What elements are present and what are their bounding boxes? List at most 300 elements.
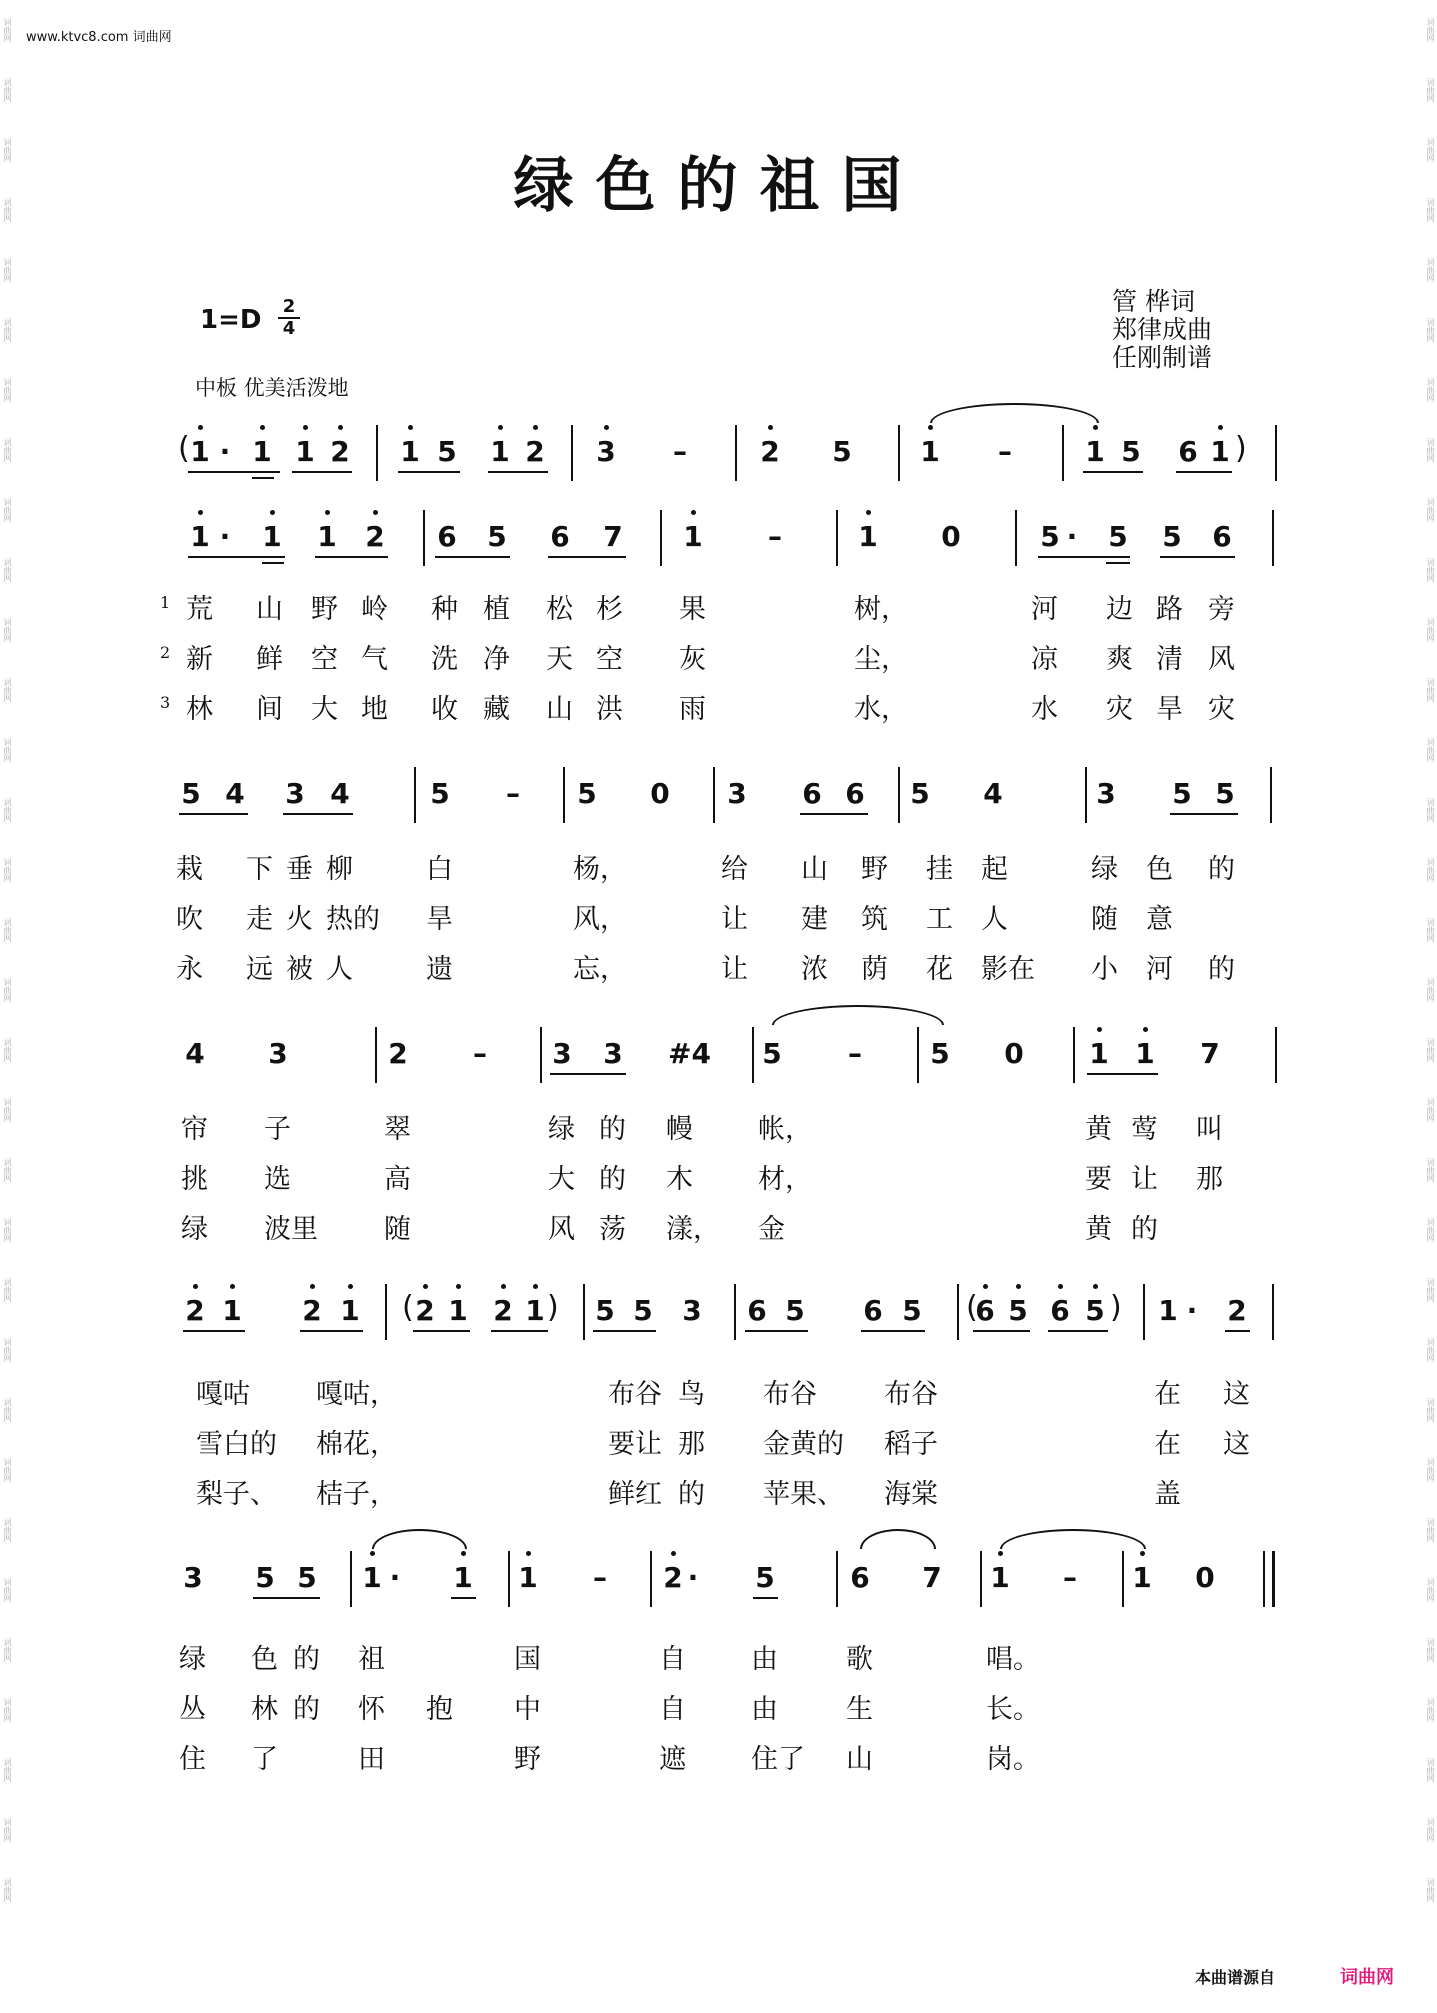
note: 1	[317, 520, 337, 553]
octave-dot	[498, 425, 503, 430]
beam-line	[491, 1330, 548, 1332]
octave-dot	[866, 510, 871, 515]
lyric-syllable: 灾	[1106, 694, 1133, 725]
bar-line	[1085, 767, 1087, 823]
bar-line	[540, 1027, 542, 1083]
lyric-syllable: 中	[514, 1694, 541, 1725]
note: 5	[297, 1561, 317, 1594]
lyric-syllable: 怀	[358, 1694, 385, 1725]
note: 1	[295, 435, 315, 468]
repeat-paren: )	[1110, 1290, 1122, 1325]
octave-dot	[230, 1284, 235, 1289]
lyric-syllable: 挂	[926, 854, 953, 885]
bar-line	[713, 767, 715, 823]
lyric-syllable: 绿	[179, 1644, 206, 1675]
lyric-syllable: 杨，	[573, 854, 627, 885]
beam-line	[593, 1330, 656, 1332]
octave-dot	[1093, 425, 1098, 430]
lyric-syllable: 风，	[573, 904, 627, 935]
beam-line	[179, 813, 248, 815]
note: 5	[1215, 777, 1235, 810]
note: 4	[225, 777, 245, 810]
octave-dot	[1093, 1284, 1098, 1289]
lyric-syllable: 绿	[548, 1114, 575, 1145]
lyric-syllable: 国	[514, 1644, 541, 1675]
lyric-syllable: 桔子，	[316, 1479, 397, 1510]
slur	[1000, 1529, 1146, 1549]
note: 2	[388, 1037, 408, 1070]
octave-dot	[928, 425, 933, 430]
lyric-syllable: 凉	[1031, 644, 1058, 675]
note: ·	[687, 1561, 699, 1594]
note: 2	[1227, 1294, 1247, 1327]
key-signature: 1=D	[200, 305, 262, 335]
lyric-syllable: 那	[678, 1429, 705, 1460]
lyric-syllable: 金	[758, 1214, 785, 1245]
lyric-syllable: 挑	[181, 1164, 208, 1195]
lyric-syllable: 的	[599, 1164, 626, 1195]
bar-line	[752, 1027, 754, 1083]
beam-line	[398, 471, 460, 473]
bar-line	[650, 1551, 652, 1607]
lyric-syllable: 爽	[1106, 644, 1133, 675]
lyric-syllable: 山	[256, 594, 283, 625]
lyric-syllable: 被	[286, 954, 313, 985]
lyric-syllable: 嘎咕，	[316, 1379, 397, 1410]
lyric-syllable: 布谷	[763, 1379, 817, 1410]
lyric-syllable: 住	[179, 1744, 206, 1775]
note: 2	[663, 1561, 683, 1594]
lyric-syllable: 鲜	[256, 644, 283, 675]
slur	[860, 1529, 936, 1549]
lyric-syllable: 木	[666, 1164, 693, 1195]
lyric-syllable: 野	[311, 594, 338, 625]
note: 6	[747, 1294, 767, 1327]
lyric-syllable: 忘，	[573, 954, 627, 985]
note: 3	[285, 777, 305, 810]
lyric-syllable: 高	[384, 1164, 411, 1195]
bar-line	[1272, 1284, 1274, 1340]
lyric-syllable: 种	[431, 594, 458, 625]
note: 1	[490, 435, 510, 468]
site-url: www.ktvc8.com 词曲网	[26, 30, 172, 45]
lyric-syllable: 空	[311, 644, 338, 675]
note: 3	[1096, 777, 1116, 810]
note: 6	[845, 777, 865, 810]
octave-dot	[456, 1284, 461, 1289]
lyricist-credit: 管 桦词	[1112, 287, 1195, 316]
lyric-syllable: 白	[426, 854, 453, 885]
lyric-syllable: 选	[264, 1164, 291, 1195]
beam-line	[262, 562, 284, 564]
beam-line	[800, 813, 868, 815]
lyric-syllable: 翠	[384, 1114, 411, 1145]
octave-dot	[198, 425, 203, 430]
lyric-syllable: 帐，	[758, 1114, 812, 1145]
bar-line	[1073, 1027, 1075, 1083]
beam-line	[451, 1597, 476, 1599]
note: 5	[633, 1294, 653, 1327]
note: 5	[1172, 777, 1192, 810]
note: 1	[1158, 1294, 1178, 1327]
note: ·	[1066, 520, 1078, 553]
lyric-syllable: 间	[256, 694, 283, 725]
note: #4	[668, 1037, 711, 1070]
lyric-syllable: 的	[293, 1644, 320, 1675]
note: 1	[1089, 1037, 1109, 1070]
lyric-syllable: 由	[751, 1644, 778, 1675]
bar-line	[1122, 1551, 1124, 1607]
note: 6	[550, 520, 570, 553]
lyric-syllable: 长。	[986, 1694, 1040, 1725]
note: 5	[430, 777, 450, 810]
beam-line	[550, 1073, 626, 1075]
lyric-syllable: 气	[361, 644, 388, 675]
octave-dot	[303, 425, 308, 430]
octave-dot	[691, 510, 696, 515]
note: 1	[190, 435, 210, 468]
slur	[930, 403, 1099, 423]
note: 5	[1040, 520, 1060, 553]
lyric-syllable: 边	[1106, 594, 1133, 625]
lyric-syllable: 嘎咕	[196, 1379, 250, 1410]
note: 5	[832, 435, 852, 468]
note: 1	[222, 1294, 242, 1327]
lyric-syllable: 柳	[326, 854, 353, 885]
beam-line	[300, 1330, 363, 1332]
octave-dot	[604, 425, 609, 430]
bar-line	[1275, 425, 1277, 481]
beam-line	[315, 556, 388, 558]
bar-line	[1272, 510, 1274, 566]
note: 5	[1108, 520, 1128, 553]
slur	[772, 1005, 944, 1025]
octave-dot	[533, 1284, 538, 1289]
source-label: 本曲谱源自	[1195, 1968, 1276, 1987]
note: 5	[255, 1561, 275, 1594]
note: 2	[365, 520, 385, 553]
lyric-syllable: 山	[546, 694, 573, 725]
bar-line	[375, 1027, 377, 1083]
note: –	[1063, 1561, 1077, 1594]
beam-line	[292, 471, 352, 473]
note: 5	[181, 777, 201, 810]
lyric-syllable: 远	[246, 954, 273, 985]
lyric-syllable: 灾	[1208, 694, 1235, 725]
beam-line	[1083, 471, 1143, 473]
lyric-syllable: 筑	[861, 904, 888, 935]
note: 4	[185, 1037, 205, 1070]
octave-dot	[270, 510, 275, 515]
lyric-syllable: 灰	[679, 644, 706, 675]
note: –	[768, 520, 782, 553]
octave-dot	[310, 1284, 315, 1289]
note: ·	[389, 1561, 401, 1594]
octave-dot	[768, 425, 773, 430]
lyric-syllable: 洪	[596, 694, 623, 725]
bar-line	[660, 510, 662, 566]
beam-line	[973, 1330, 1030, 1332]
lyric-syllable: 让	[1131, 1164, 1158, 1195]
beam-line	[413, 1330, 470, 1332]
bar-line	[836, 510, 838, 566]
bar-line	[917, 1027, 919, 1083]
octave-dot	[998, 1551, 1003, 1556]
lyric-syllable: 莺	[1131, 1114, 1158, 1145]
note: 5	[1008, 1294, 1028, 1327]
beam-line	[1106, 556, 1130, 558]
note: 5	[577, 777, 597, 810]
site-logo: 词曲网	[1340, 1967, 1394, 1988]
octave-dot	[983, 1284, 988, 1289]
beam-line	[252, 471, 274, 473]
lyric-syllable: 尘，	[854, 644, 908, 675]
octave-dot	[408, 425, 413, 430]
lyric-syllable: 小	[1091, 954, 1118, 985]
lyric-syllable: 山	[846, 1744, 873, 1775]
note: 6	[802, 777, 822, 810]
note: 5	[1121, 435, 1141, 468]
note: 7	[1200, 1037, 1220, 1070]
bar-line	[734, 1284, 736, 1340]
lyric-syllable: 野	[514, 1744, 541, 1775]
note: 0	[941, 520, 961, 553]
note: 1	[1085, 435, 1105, 468]
beam-line	[745, 1330, 808, 1332]
lyric-syllable: 旱	[426, 904, 453, 935]
bar-line	[980, 1551, 982, 1607]
note: 1	[858, 520, 878, 553]
note: 6	[850, 1561, 870, 1594]
lyric-syllable: 鸟	[678, 1379, 705, 1410]
lyric-syllable: 风	[1208, 644, 1235, 675]
lyric-syllable: 岗。	[986, 1744, 1040, 1775]
note: –	[673, 435, 687, 468]
note: 1	[518, 1561, 538, 1594]
lyric-syllable: 树，	[854, 594, 908, 625]
octave-dot	[1016, 1284, 1021, 1289]
octave-dot	[348, 1284, 353, 1289]
lyric-syllable: 唱。	[986, 1644, 1040, 1675]
right-watermark-strip: 词曲网 词曲网 词曲网 词曲网 词曲网 词曲网 词曲网 词曲网 词曲网 词曲网 词曲网 词曲网 词曲网 词曲网 词曲网 词曲网 词曲网 词曲网 词曲网 词曲网 词曲网 词曲网 词曲网 词曲网 词曲网 词曲网 词曲网 词曲网 词曲网 词曲网 词曲网 词曲网	[1426, 18, 1435, 1902]
bar-line	[836, 1551, 838, 1607]
lyric-syllable: 幔	[666, 1114, 693, 1145]
lyric-syllable: 人	[326, 954, 353, 985]
lyric-syllable: 遗	[426, 954, 453, 985]
lyric-syllable: 给	[721, 854, 748, 885]
song-title: 绿色的祖国	[513, 151, 924, 221]
slur	[372, 1529, 467, 1549]
note: 1	[190, 520, 210, 553]
verse-number: 2	[160, 643, 171, 662]
lyric-syllable: 旱	[1156, 694, 1183, 725]
lyric-syllable: 色	[251, 1644, 278, 1675]
lyric-syllable: 绿	[1091, 854, 1118, 885]
time-numerator: 2	[282, 296, 296, 317]
lyric-syllable: 收	[431, 694, 458, 725]
lyric-syllable: 雪白的	[196, 1429, 277, 1460]
lyric-syllable: 海棠	[884, 1479, 938, 1510]
lyric-syllable: 藏	[483, 694, 510, 725]
lyric-syllable: 天	[546, 644, 573, 675]
note: –	[848, 1037, 862, 1070]
note: 3	[552, 1037, 572, 1070]
note: 5	[487, 520, 507, 553]
lyric-syllable: 了	[251, 1744, 278, 1775]
time-denominator: 4	[282, 318, 296, 339]
note: ·	[219, 520, 231, 553]
lyric-syllable: 林	[186, 694, 213, 725]
beam-line	[252, 477, 274, 479]
note: 1	[1132, 1561, 1152, 1594]
beam-line	[1087, 1073, 1158, 1075]
note: 1	[525, 1294, 545, 1327]
lyric-syllable: 意	[1146, 904, 1173, 935]
beam-line	[1048, 1330, 1108, 1332]
beam-line	[183, 1330, 245, 1332]
lyric-syllable: 这	[1223, 1429, 1250, 1460]
credits	[1112, 288, 1212, 372]
note: 1	[1210, 435, 1230, 468]
lyric-syllable: 下	[246, 854, 273, 885]
beam-line	[1176, 471, 1232, 473]
bar-line	[1062, 425, 1064, 481]
lyric-syllable: 荒	[186, 594, 213, 625]
lyric-syllable: 遮	[659, 1744, 686, 1775]
lyric-syllable: 鲜红	[608, 1479, 662, 1510]
octave-dot	[198, 510, 203, 515]
lyric-syllable: 空	[596, 644, 623, 675]
lyric-syllable: 影在	[981, 954, 1035, 985]
note: 1	[448, 1294, 468, 1327]
lyric-syllable: 祖	[358, 1644, 385, 1675]
lyric-syllable: 林	[251, 1694, 278, 1725]
note: 5	[910, 777, 930, 810]
lyric-syllable: 在	[1154, 1429, 1181, 1460]
note: 6	[975, 1294, 995, 1327]
note: 6	[437, 520, 457, 553]
lyric-syllable: 大	[548, 1164, 575, 1195]
lyric-syllable: 这	[1223, 1379, 1250, 1410]
lyric-syllable: 材，	[758, 1164, 812, 1195]
lyric-syllable: 河	[1146, 954, 1173, 985]
note: 7	[603, 520, 623, 553]
lyric-syllable: 的	[1208, 854, 1235, 885]
lyric-syllable: 的	[1208, 954, 1235, 985]
lyric-syllable: 随	[384, 1214, 411, 1245]
lyric-syllable: 布谷	[608, 1379, 662, 1410]
lyric-syllable: 地	[361, 694, 388, 725]
beam-line	[1225, 1330, 1250, 1332]
lyric-syllable: 绿	[181, 1214, 208, 1245]
lyric-syllable: 那	[1196, 1164, 1223, 1195]
lyric-syllable: 新	[186, 644, 213, 675]
lyric-syllable: 花	[926, 954, 953, 985]
lyric-syllable: 热的	[326, 904, 380, 935]
bar-line	[1270, 767, 1272, 823]
bar-line	[1263, 1551, 1265, 1607]
lyric-syllable: 洗	[431, 644, 458, 675]
note: 5	[1162, 520, 1182, 553]
note: 6	[1178, 435, 1198, 468]
lyric-syllable: 波里	[264, 1214, 318, 1245]
note: 0	[1195, 1561, 1215, 1594]
beam-line	[488, 471, 548, 473]
lyric-syllable: 大	[311, 694, 338, 725]
lyric-syllable: 漾，	[666, 1214, 720, 1245]
octave-dot	[526, 1551, 531, 1556]
lyric-syllable: 水，	[854, 694, 908, 725]
note: 4	[983, 777, 1003, 810]
octave-dot	[370, 1551, 375, 1556]
lyric-syllable: 要让	[608, 1429, 662, 1460]
note: 5	[902, 1294, 922, 1327]
lyric-syllable: 生	[846, 1694, 873, 1725]
beam-line	[548, 556, 626, 558]
bar-line	[1272, 1551, 1275, 1607]
note: 3	[596, 435, 616, 468]
lyric-syllable: 歌	[846, 1644, 873, 1675]
note: 6	[863, 1294, 883, 1327]
note: –	[593, 1561, 607, 1594]
note: 1	[1135, 1037, 1155, 1070]
lyric-syllable: 人	[981, 904, 1008, 935]
beam-line	[753, 1597, 778, 1599]
lyric-syllable: 棉花，	[316, 1429, 397, 1460]
lyric-syllable: 岭	[361, 594, 388, 625]
lyric-syllable: 田	[358, 1744, 385, 1775]
lyric-syllable: 住了	[751, 1744, 805, 1775]
lyric-syllable: 工	[926, 904, 953, 935]
time-signature	[278, 298, 300, 338]
lyric-syllable: 的	[293, 1694, 320, 1725]
lyric-syllable: 帘	[181, 1114, 208, 1145]
note: 2	[525, 435, 545, 468]
note: 4	[330, 777, 350, 810]
bar-line	[898, 767, 900, 823]
lyric-syllable: 河	[1031, 594, 1058, 625]
lyric-syllable: 由	[751, 1694, 778, 1725]
lyric-syllable: 火	[286, 904, 313, 935]
note: 2	[302, 1294, 322, 1327]
bar-line	[583, 1284, 585, 1340]
bar-line	[423, 510, 425, 566]
note: 2	[493, 1294, 513, 1327]
beam-line	[861, 1330, 925, 1332]
bar-line	[571, 425, 573, 481]
note: 0	[1004, 1037, 1024, 1070]
note: ·	[219, 435, 231, 468]
note: 3	[682, 1294, 702, 1327]
left-watermark-strip: 词曲网 词曲网 词曲网 词曲网 词曲网 词曲网 词曲网 词曲网 词曲网 词曲网 词曲网 词曲网 词曲网 词曲网 词曲网 词曲网 词曲网 词曲网 词曲网 词曲网 词曲网 词曲网 词曲网 词曲网 词曲网 词曲网 词曲网 词曲网 词曲网 词曲网 词曲网 词曲网	[3, 18, 12, 1902]
lyric-syllable: 让	[721, 954, 748, 985]
lyric-syllable: 起	[981, 854, 1008, 885]
lyric-syllable: 野	[861, 854, 888, 885]
lyric-syllable: 黄	[1085, 1114, 1112, 1145]
beam-line	[435, 556, 510, 558]
lyric-syllable: 布谷	[884, 1379, 938, 1410]
note: –	[506, 777, 520, 810]
note: 5	[755, 1561, 775, 1594]
lyric-syllable: 色	[1146, 854, 1173, 885]
note: 1	[252, 435, 272, 468]
beam-line	[253, 1597, 320, 1599]
note: 2	[330, 435, 350, 468]
octave-dot	[1218, 425, 1223, 430]
octave-dot	[501, 1284, 506, 1289]
lyric-syllable: 苹果、	[763, 1479, 844, 1510]
lyric-syllable: 杉	[596, 594, 623, 625]
